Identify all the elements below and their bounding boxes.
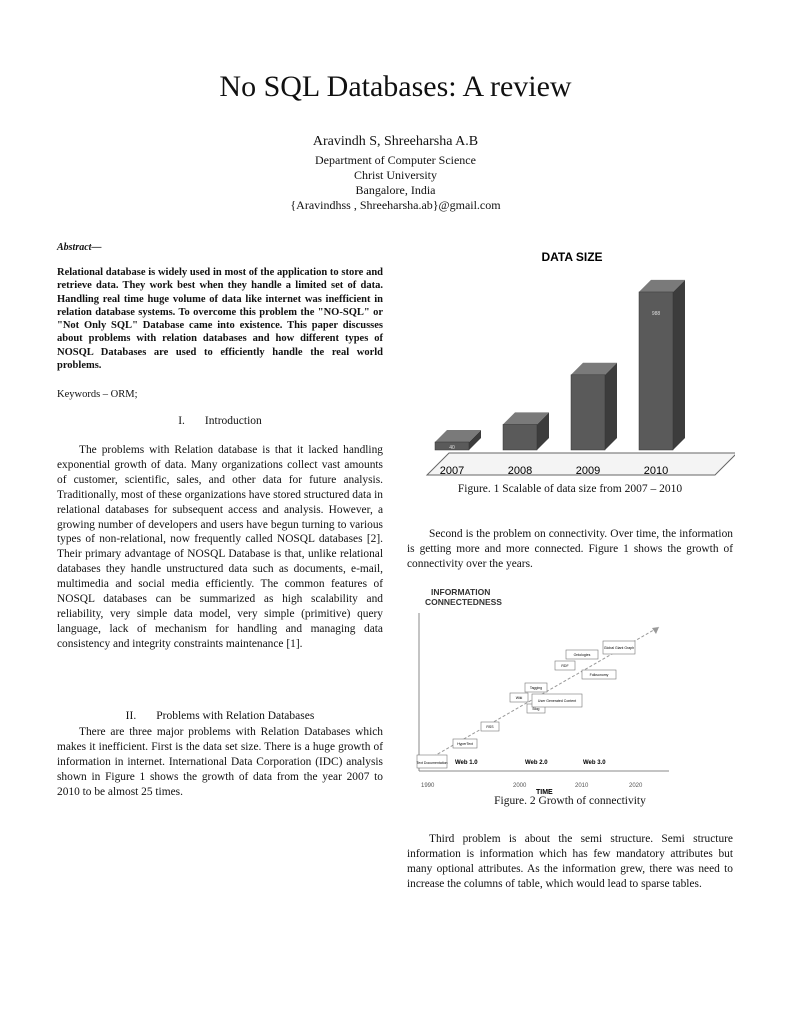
item-label: Wiki bbox=[515, 696, 523, 700]
bar bbox=[571, 375, 605, 450]
item-label: Folksonomy bbox=[589, 673, 609, 677]
x-tick-label: 2008 bbox=[507, 465, 533, 477]
abstract-label: Abstract— bbox=[57, 242, 102, 253]
abstract-text: Relational database is widely used in most of the application to store and retrieve data. They work best when they handle a limited set of data. Handling real time huge volume of data like internet was inefficient in relation database systems. To overcome this problem the "NO-SQL" or "Not Only SQL" Database came into existence. This paper discusses about problems with relation databases and how different types of NOSQL Databases are used to efficiently handle the real world problems. bbox=[57, 267, 383, 372]
x-tick-label: 2010 bbox=[643, 465, 669, 477]
figure-1-caption: Figure. 1 Scalable of data size from 2007 – 2010 bbox=[457, 483, 683, 495]
section-number: I. bbox=[178, 415, 185, 427]
item-label: Ontologies bbox=[573, 653, 591, 657]
era-label: Web 1.0 bbox=[455, 760, 478, 766]
section-heading-2 bbox=[57, 710, 383, 722]
diagram-title: INFORMATION bbox=[431, 587, 491, 597]
item-label: Blog bbox=[532, 707, 540, 711]
decade-label: 1990 bbox=[421, 783, 435, 789]
era-label: Web 2.0 bbox=[525, 760, 548, 766]
decade-label: 2020 bbox=[629, 783, 643, 789]
item-label: Tagging bbox=[529, 686, 543, 690]
arrow-head bbox=[652, 627, 659, 634]
item-label: RSS bbox=[486, 725, 494, 729]
section-1-body bbox=[57, 443, 383, 652]
bar bbox=[503, 424, 537, 450]
section-title: Problems with Relation Databases bbox=[156, 710, 315, 722]
section-heading-1 bbox=[57, 415, 383, 427]
paragraph: Third problem is about the semi structure. Semi structure information is information which has few mandatory attributes but many optional attributes. As the information grew, there was need to increase the columns of table, which would lead to sparse tables. bbox=[407, 833, 733, 890]
item-label: RDF bbox=[561, 664, 569, 668]
keywords: Keywords – ORM; bbox=[57, 389, 138, 400]
item-label: Global Giant Graph bbox=[603, 646, 635, 650]
bar-side bbox=[605, 363, 617, 450]
chart-title: DATA SIZE bbox=[541, 250, 603, 264]
bar-value-label: 988 bbox=[651, 310, 661, 317]
university: Christ University bbox=[354, 168, 437, 182]
section-title: Introduction bbox=[204, 415, 262, 427]
connectivity-paragraph bbox=[407, 527, 733, 572]
bar-value-label: 40 bbox=[449, 445, 455, 451]
connectivity-diagram bbox=[415, 583, 675, 798]
paragraph: The problems with Relation database is that it lacked handling exponential growth of data. Many organizations collect vast amounts of customer, scientific, sales, and other data for future analysis. Traditionally, most of these organizations have stored structured data in relational databases for subsequent access and analysis. However, a growing number of developers and users have begun turning to various types of non-relational, now frequently called NOSQL databases [2]. Their primary advantage of NOSQL Database is that, unlike relational databases they handle unstructured data such as documents, e-mail, multimedia and social media efficiently. The common features of NOSQL databases can be summarized as high scalability and reliability, very simple data model, very simple (primitive) query language, lack of mechanism for handling and managing data consistency and integrity constraints maintenance [1]. bbox=[57, 444, 383, 650]
decade-label: 2000 bbox=[513, 783, 527, 789]
paragraph: There are three major problems with Relation Databases which makes it inefficient. First is the data set size. There is a huge growth of information in internet. International Data Corporation (IDC) analysis shown in Figure 1 shows the growth of data from the year 2007 to 2010 to be almost 25 times. bbox=[57, 726, 383, 798]
x-tick-label: 2009 bbox=[575, 465, 601, 477]
item-label: User Generated Content bbox=[537, 699, 577, 703]
paper-title: No SQL Databases: A review bbox=[219, 70, 572, 103]
email: {Aravindhss , Shreeharsha.ab}@gmail.com bbox=[290, 198, 501, 212]
section-number: II. bbox=[125, 710, 137, 722]
bar-side bbox=[673, 280, 685, 450]
diagram-title: CONNECTEDNESS bbox=[425, 597, 502, 607]
decade-label: 2010 bbox=[575, 783, 589, 789]
department: Department of Computer Science bbox=[315, 153, 476, 167]
location: Bangalore, India bbox=[355, 183, 436, 197]
authors: Aravindh S, Shreeharsha A.B bbox=[312, 134, 479, 149]
figure-2-caption: Figure. 2 Growth of connectivity bbox=[494, 795, 646, 807]
x-axis-label: TIME bbox=[536, 789, 553, 796]
data-size-chart bbox=[415, 240, 735, 480]
era-label: Web 3.0 bbox=[583, 760, 606, 766]
item-label: Text Documentation bbox=[416, 761, 448, 765]
item-label: HyperText bbox=[457, 742, 473, 746]
paragraph: Second is the problem on connectivity. Over time, the information is getting more and more connected. Figure 1 shows the growth of connectivity over the years. bbox=[407, 528, 733, 570]
semi-structure-paragraph bbox=[407, 832, 733, 892]
section-2-body bbox=[57, 725, 383, 800]
x-tick-label: 2007 bbox=[439, 465, 465, 477]
